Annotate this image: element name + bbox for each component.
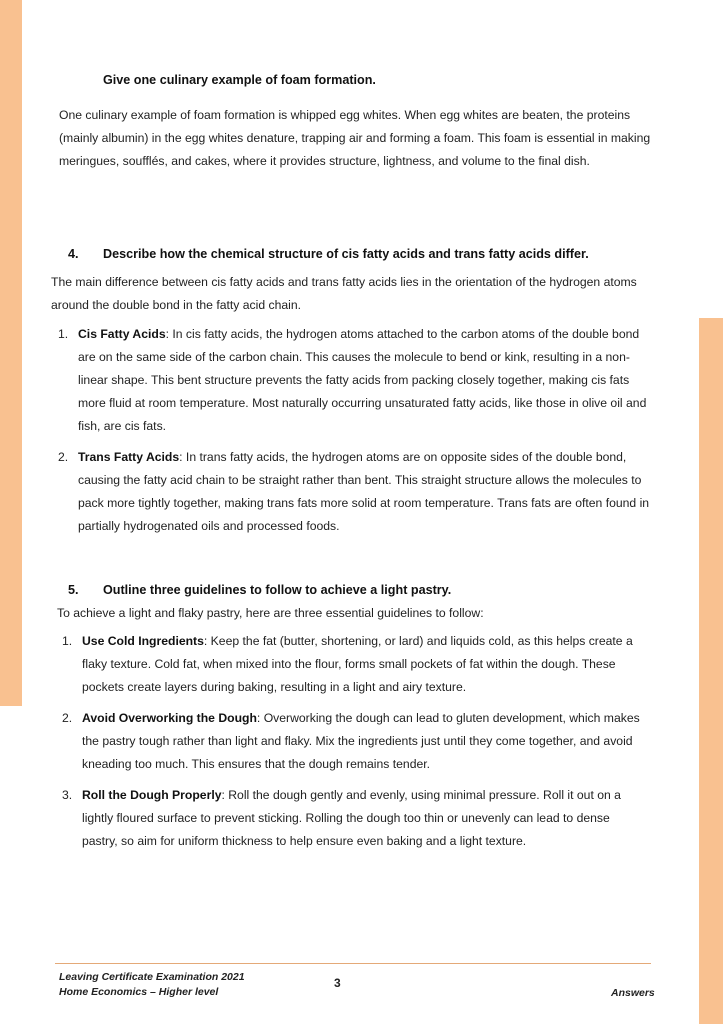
list-item: 2. Avoid Overworking the Dough: Overworking the dough can lead to gluten development, which makes the pastry tough rather than light and flaky. Mix the ingredients just until they come together, and avoid kneading too much. This ensures that the dough remains tender. — [62, 711, 640, 771]
page-number: 3 — [334, 976, 341, 990]
question-text: Outline three guidelines to follow to achieve a light pastry. — [103, 583, 452, 597]
item-title: Cis Fatty Acids — [78, 327, 166, 341]
list-item: 1. Cis Fatty Acids: In cis fatty acids, the hydrogen atoms attached to the carbon atoms of the double bond are on the same side of the carbon chain. This causes the molecule to bend or kink, resulting in a non-linear shape. This bent structure prevents the fatty acids from packing closely together, making cis fats more fluid at room temperature. Most naturally occurring unsaturated fatty acids, like those in olive oil and fish, are cis fats. — [58, 327, 647, 433]
footer-exam-title: Leaving Certificate Examination 2021 — [59, 971, 245, 983]
item-title: Use Cold Ingredients — [82, 634, 204, 648]
question-number: 5. — [68, 583, 79, 597]
question-number: 4. — [68, 247, 79, 261]
answer-list-4 — [58, 323, 658, 546]
footer-divider — [55, 963, 651, 964]
item-title: Avoid Overworking the Dough — [82, 711, 257, 725]
footer-exam-info — [59, 970, 245, 1000]
list-item: 3. Roll the Dough Properly: Roll the dough gently and evenly, using minimal pressure. Roll it out on a lightly floured surface to prevent sticking. Rolling the dough too thin or unevenly can lead to dense pastry, so aim for uniform thickness to help ensure even baking and a light texture. — [62, 788, 621, 848]
item-text: : In trans fatty acids, the hydrogen atoms are on opposite sides of the double bond, causing the fatty acid chain to be straight rather than bent. This straight structure allows the molecules to pack more tightly together, making trans fats more solid at room temperature. Trans fats are often found in partially hydrogenated oils and processed foods. — [78, 450, 650, 533]
answer-intro-5: To achieve a light and flaky pastry, here are three essential guidelines to follow: — [57, 606, 484, 620]
list-item: 1. Use Cold Ingredients: Keep the fat (butter, shortening, or lard) and liquids cold, as this helps create a flaky texture. Cold fat, when mixed into the flour, forms small pockets of fat within the dough. These pockets create layers during baking, resulting in a light and airy texture. — [62, 634, 633, 694]
answer-intro-4: The main difference between cis fatty acids and trans fatty acids lies in the orientation of the hydrogen atoms around the double bond in the fatty acid chain. — [51, 275, 637, 312]
item-text: : Roll the dough gently and evenly, using minimal pressure. Roll it out on a lightly floured surface to prevent sticking. Rolling the dough too thin or unevenly can lead to dense pastry, so aim for uniform thickness to help ensure even baking and a light texture. — [82, 788, 621, 848]
item-text: : Keep the fat (butter, shortening, or lard) and liquids cold, as this helps create a flaky texture. Cold fat, when mixed into the flour, forms small pockets of fat within the dough. These pockets create layers during baking, resulting in a light and airy texture. — [82, 634, 633, 694]
footer-subject: Home Economics – Higher level — [59, 986, 219, 998]
question-text: Describe how the chemical structure of cis fatty acids and trans fatty acids differ. — [103, 247, 589, 261]
question-heading-5 — [68, 579, 451, 602]
item-text: : In cis fatty acids, the hydrogen atoms attached to the carbon atoms of the double bond are on the same side of the carbon chain. This causes the molecule to bend or kink, resulting in a non-linear shape. This bent structure prevents the fatty acids from packing closely together, making cis fats more fluid at room temperature. Most naturally occurring unsaturated fatty acids, like those in olive oil and fish, are cis fats. — [78, 327, 647, 433]
answer-foam: One culinary example of foam formation is whipped egg whites. When egg whites are beaten, the proteins (mainly albumin) in the egg whites denature, trapping air and forming a foam. This foam is essential in making meringues, soufflés, and cakes, where it provides structure, lightness, and volume to the final dish. — [59, 108, 651, 168]
question-heading-4 — [68, 243, 589, 266]
list-item: 2. Trans Fatty Acids: In trans fatty acids, the hydrogen atoms are on opposite sides of the double bond, causing the fatty acid chain to be straight rather than bent. This straight structure allows the molecules to pack more tightly together, making trans fats more solid at room temperature. Trans fats are often found in partially hydrogenated oils and processed foods. — [58, 450, 650, 533]
item-title: Trans Fatty Acids — [78, 450, 180, 464]
question-heading-foam: Give one culinary example of foam formation. — [103, 73, 376, 87]
answer-list-5 — [62, 630, 642, 861]
item-title: Roll the Dough Properly — [82, 788, 222, 802]
item-text: : Overworking the dough can lead to gluten development, which makes the pastry tough rather than light and flaky. Mix the ingredients just until they come together, and avoid kneading too much. This ensures that the dough remains tender. — [82, 711, 640, 771]
footer-section-label: Answers — [611, 987, 655, 999]
